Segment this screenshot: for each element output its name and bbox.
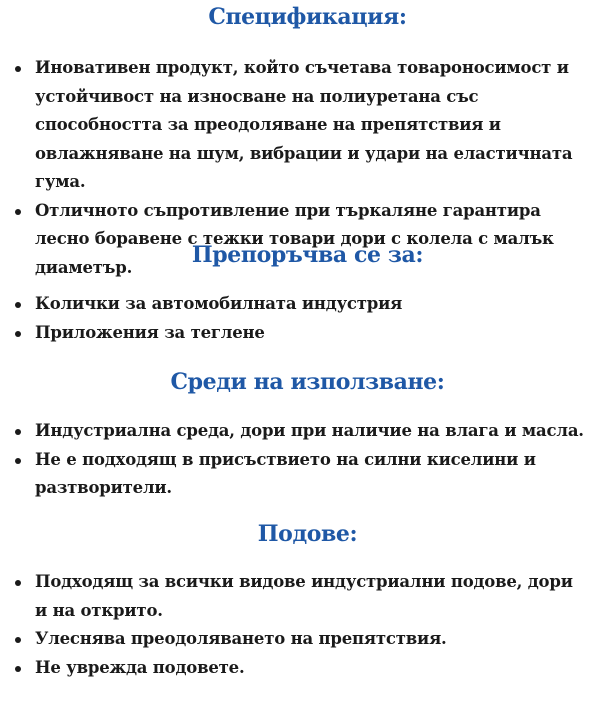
list-item-text: Подходящ за всички видове индустриални подове, дори и на открито.	[35, 572, 573, 620]
list-item	[0, 54, 590, 197]
list-item-text: Иновативен продукт, който съчетава товароносимост и устойчивост на износване на полиуретана със способността за преодоляване на препятствия и овлажняване на шум, вибрации и удари на еластичната гума.	[35, 58, 573, 191]
list-item	[0, 290, 590, 319]
list-item	[0, 568, 590, 625]
list-item-text: Отличното съпротивление при търкаляне гарантира лесно боравене с тежки товари дори с колела с малък диаметър.	[35, 200, 554, 277]
list-item	[0, 446, 590, 503]
bullet-icon	[15, 209, 21, 215]
bullet-icon	[15, 637, 21, 643]
list-item	[0, 625, 590, 654]
list-item-text: Не уврежда подовете.	[35, 657, 245, 677]
bullet-icon	[15, 580, 21, 586]
list-item-text: Не е подходящ в присъствието на силни киселини и разтворители.	[35, 449, 536, 497]
bullet-icon	[15, 331, 21, 337]
list-item-text: Улеснява преодоляването на препятствия.	[35, 629, 447, 648]
recommended-for-list	[0, 290, 590, 347]
section-title-floors: Подове:	[257, 521, 358, 547]
bullet-icon	[15, 429, 21, 435]
list-item	[0, 417, 590, 446]
environments-list	[0, 417, 590, 503]
section-title-environments: Среди на използване:	[170, 369, 445, 395]
bullet-icon	[15, 458, 21, 464]
list-item	[0, 654, 590, 683]
section-title-specification: Спецификация:	[208, 4, 407, 30]
list-item-text: Колички за автомобилната индустрия	[35, 294, 403, 313]
list-item	[0, 197, 590, 283]
floors-list	[0, 568, 590, 682]
bullet-icon	[15, 66, 21, 72]
section-title-recommended-for: Препоръчва се за:	[191, 242, 424, 268]
bullet-icon	[15, 666, 21, 672]
list-item	[0, 319, 590, 348]
list-item-text: Приложения за теглене	[35, 322, 265, 342]
bullet-icon	[15, 302, 21, 308]
list-item-text: Индустриална среда, дори при наличие на влага и масла.	[35, 421, 584, 440]
